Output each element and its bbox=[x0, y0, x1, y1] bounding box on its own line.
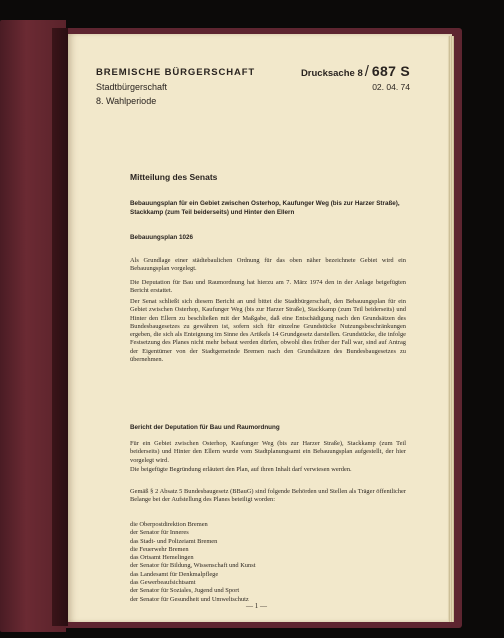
paragraph-plan-prepared: Für ein Gebiet zwischen Osterhop, Kaufunger Weg (bis zur Harzer Straße), Stackkamp (zum Teil beiderseits) und Hinter den Ellern wurde vom Stadtplanungsamt ein Bebauungsplan aufgestellt, der hier vorgelegt wird. bbox=[130, 440, 406, 464]
document-heading: Mitteilung des Senats bbox=[130, 172, 218, 182]
list-item: der Senator für Soziales, Jugend und Sport bbox=[130, 587, 240, 595]
page-stack-edge bbox=[448, 36, 454, 622]
chamber-name: Stadtbürgerschaft bbox=[96, 82, 168, 92]
plan-label: Bebauungsplan 1026 bbox=[130, 234, 193, 241]
document-date: 02. 04. 74 bbox=[372, 82, 410, 92]
list-item: das Stadt- und Polizeiamt Bremen bbox=[130, 537, 218, 545]
list-item: das Ortsamt Hemelingen bbox=[130, 554, 194, 562]
paragraph-explanation: Die beigefügte Begründung erläutert den Plan, auf ihren Inhalt darf verwiesen werden. bbox=[130, 466, 352, 473]
paragraph-authorities: Gemäß § 2 Absatz 5 Bundesbaugesetz (BBauG) sind folgende Behörden und Stellen als Träger öffentlicher Belange bei der Aufstellung des Planes beteiligt worden: bbox=[130, 488, 406, 504]
list-item: der Senator für Inneres bbox=[130, 529, 189, 537]
legislative-period: 8. Wahlperiode bbox=[96, 96, 157, 106]
drucksache-separator: / bbox=[364, 63, 369, 80]
list-item: die Oberpostdirektion Bremen bbox=[130, 521, 208, 528]
list-item: der Senator für Bildung, Wissenschaft und Kunst bbox=[130, 562, 256, 570]
paragraph-senate-request: Der Senat schließt sich diesem Bericht an und bittet die Stadtbürgerschaft, den Bebauungsplan für ein Gebiet zwischen Osterhop, Kaufunger Weg (bis zur Harzer Straße), Stackkamp (zum Teil beiderseits) und Hinter den Ellern zu beschließen mit der Maßgabe, daß eine Entschädigung nach den Grundsätzen des Bundesbaugesetzes zu gewähren ist, sofern sich für einzelne Grundstücke Nutzungsbeschränkungen ergeben, die sich als Enteignung im Sinne des Artikels 14 Grundgesetz darstellen. Grundstücke, die infolge Festsetzung des Planes nicht mehr bebaut werden dürfen, obwohl dies früher der Fall war, sind auf Antrag der Eigentümer von der Stadtgemeinde Bremen nach den Grundsätzen des Bundesbaugesetzes zu übernehmen. bbox=[130, 298, 406, 364]
paragraph-intro: Als Grundlage einer städtebaulichen Ordnung für das oben näher bezeichnete Gebiet wird ein Bebauungsplan vorgelegt. bbox=[130, 257, 406, 273]
section-heading: Bericht der Deputation für Bau und Raumordnung bbox=[130, 424, 280, 431]
authorities-list bbox=[130, 521, 406, 604]
binder-spine-edge bbox=[52, 28, 68, 626]
parliament-title: BREMISCHE BÜRGERSCHAFT bbox=[96, 67, 256, 78]
page-number: — 1 — bbox=[246, 602, 267, 610]
drucksache-label: Drucksache 8 bbox=[300, 68, 363, 79]
drucksache-reference bbox=[301, 63, 410, 80]
list-item: die Feuerwehr Bremen bbox=[130, 545, 189, 553]
drucksache-number: 687 S bbox=[371, 63, 410, 79]
document-page bbox=[68, 34, 452, 622]
document-subject: Bebauungsplan für ein Gebiet zwischen Osterhop, Kaufunger Weg (bis zur Harzer Straße), Stackkamp (zum Teil beiderseits) und Hinter den Ellern bbox=[130, 200, 400, 216]
list-item: der Senator für Gesundheit und Umweltschutz bbox=[130, 595, 249, 603]
list-item: das Gewerbeaufsichtsamt bbox=[130, 579, 196, 587]
paragraph-deputation-report: Die Deputation für Bau und Raumordnung hat hierzu am 7. März 1974 den in der Anlage beigefügten Bericht erstattet. bbox=[130, 279, 406, 295]
list-item: das Landesamt für Denkmalpflege bbox=[130, 570, 219, 578]
